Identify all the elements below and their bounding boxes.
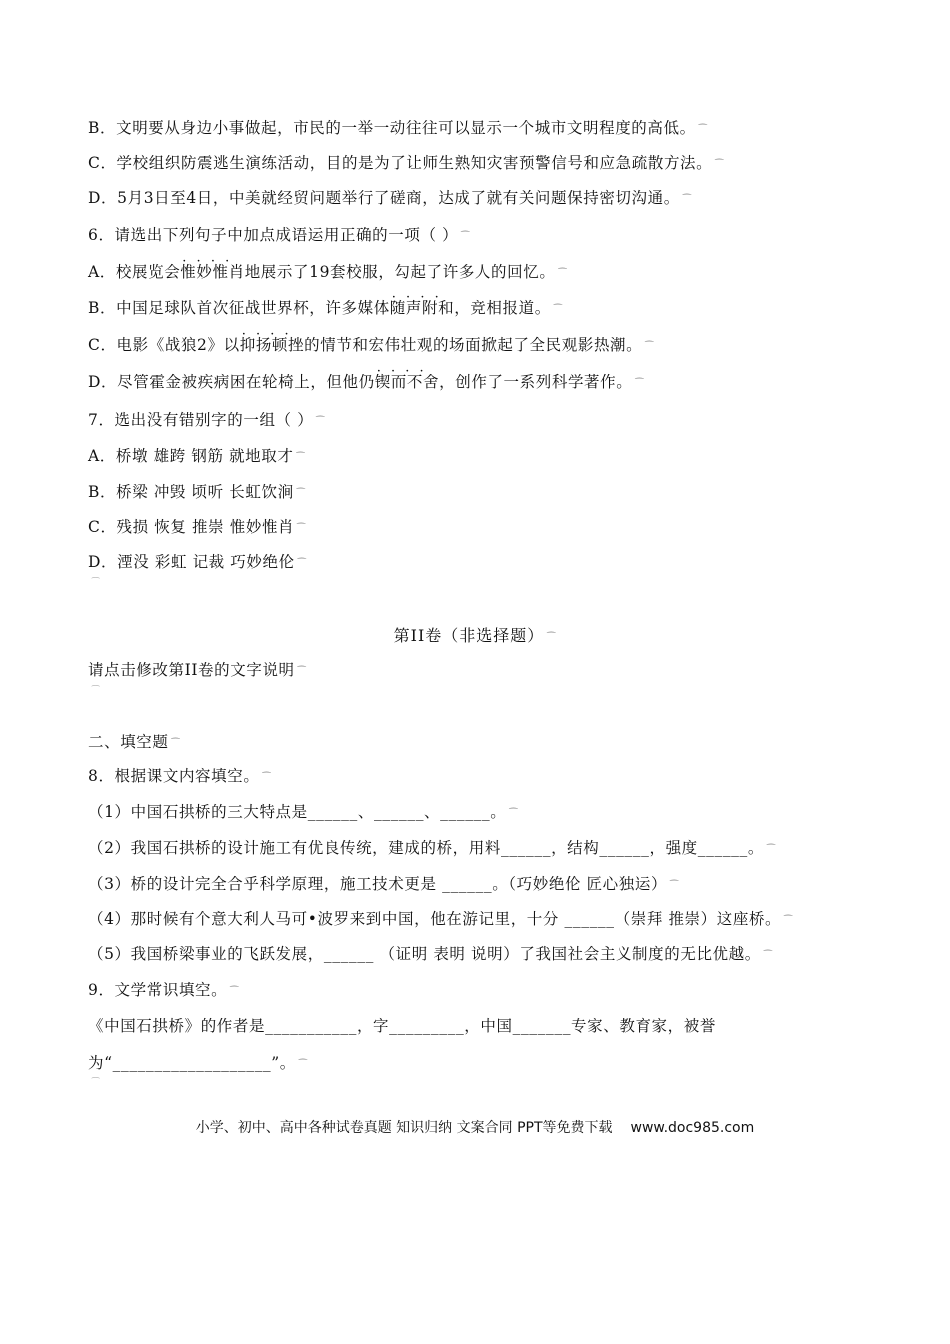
dotted-idiom-a: · · · · 惟妙惟肖 xyxy=(180,263,244,281)
part2-note: 请点击修改第II卷的文字说明 ⁀ xyxy=(88,661,307,679)
fill-heading: 二、填空题 ⁀ xyxy=(88,733,181,751)
q6-option-c: C．电影《战狼2》以· · · · 抑扬顿挫的情节和宏伟壮观的场面掀起了全民观影热潮。 ⁀ xyxy=(88,335,654,358)
q7-option-c: C．残损 恢复 推崇 惟妙惟肖 ⁀ xyxy=(88,518,306,536)
q9-stem: 9．文学常识填空。 ⁀ xyxy=(88,981,239,999)
q6-stem: 6．请选出下列句子中加点成语运用正确的一项（ ） ⁀ xyxy=(88,226,470,244)
dotted-idiom-d: · · · · 锲而不舍 xyxy=(375,373,439,391)
q8-part1: （1）中国石拱桥的三大特点是______、______、______。 ⁀ xyxy=(88,803,519,821)
q5-option-c: C．学校组织防震逃生演练活动，目的是为了让师生熟知灾害预警信号和应急疏散方法。 ⁀ xyxy=(88,154,724,172)
paragraph-mark: ⁀ xyxy=(92,686,100,696)
q9-line1: 《中国石拱桥》的作者是___________，字_________，中国_______专家、教育家，被誉 xyxy=(88,1017,716,1035)
q9-line2: 为“___________________”。 ⁀ xyxy=(88,1054,308,1072)
q8-part2: （2）我国石拱桥的设计施工有优良传统，建成的桥，用料______，结构______，强度______。 ⁀ xyxy=(88,839,776,857)
footer xyxy=(0,1117,950,1137)
q6-option-d: D．尽管霍金被疾病困在轮椅上，但他仍· · · · 锲而不舍，创作了一系列科学著作。 ⁀ xyxy=(88,372,644,395)
q7-option-b: B．桥梁 冲毁 顷听 长虹饮涧 ⁀ xyxy=(88,483,306,501)
q7-stem: 7．选出没有错别字的一组（ ） ⁀ xyxy=(88,411,325,429)
q8-part5: （5）我国桥梁事业的飞跃发展，______ （证明 表明 说明）了我国社会主义制度的无比优越。 ⁀ xyxy=(88,945,773,963)
part2-title: 第II卷（非选择题） ⁀ xyxy=(393,626,557,645)
q8-part4: （4）那时候有个意大利人马可•波罗来到中国，他在游记里，十分 ______（崇拜 推崇）这座桥。 ⁀ xyxy=(88,910,793,928)
q5-option-d: D．5月3日至4日，中美就经贸问题举行了磋商，达成了就有关问题保持密切沟通。 ⁀ xyxy=(88,189,692,207)
q6-option-a: A．校展览会· · · · 惟妙惟肖地展示了19套校服，勾起了许多人的回忆。 ⁀ xyxy=(88,262,567,285)
q8-stem: 8．根据课文内容填空。 ⁀ xyxy=(88,767,272,785)
dotted-idiom-b: · · · · 随声附和 xyxy=(390,299,454,317)
dotted-idiom-c: · · · · 抑扬顿挫 xyxy=(240,336,304,354)
q7-option-d: D．湮没 彩虹 记裁 巧妙绝伦 ⁀ xyxy=(88,553,307,571)
q7-option-a: A．桥墩 雄跨 钢筋 就地取才 ⁀ xyxy=(88,447,306,465)
footer-url[interactable]: www.doc985.com xyxy=(630,1120,755,1136)
paragraph-mark: ⁀ xyxy=(92,1078,100,1088)
footer-text: 小学、初中、高中各种试卷真题 知识归纳 文案合同 PPT等免费下载 xyxy=(195,1120,613,1136)
paragraph-mark: ⁀ xyxy=(92,578,100,588)
q6-option-b: B．中国足球队首次征战世界杯，许多媒体· · · · 随声附和，竞相报道。 ⁀ xyxy=(88,298,562,321)
q5-option-b: B．文明要从身边小事做起，市民的一举一动往往可以显示一个城市文明程度的高低。 ⁀ xyxy=(88,119,708,137)
q8-part3: （3）桥的设计完全合乎科学原理，施工技术更是 ______。（巧妙绝伦 匠心独运） ⁀ xyxy=(88,875,679,893)
